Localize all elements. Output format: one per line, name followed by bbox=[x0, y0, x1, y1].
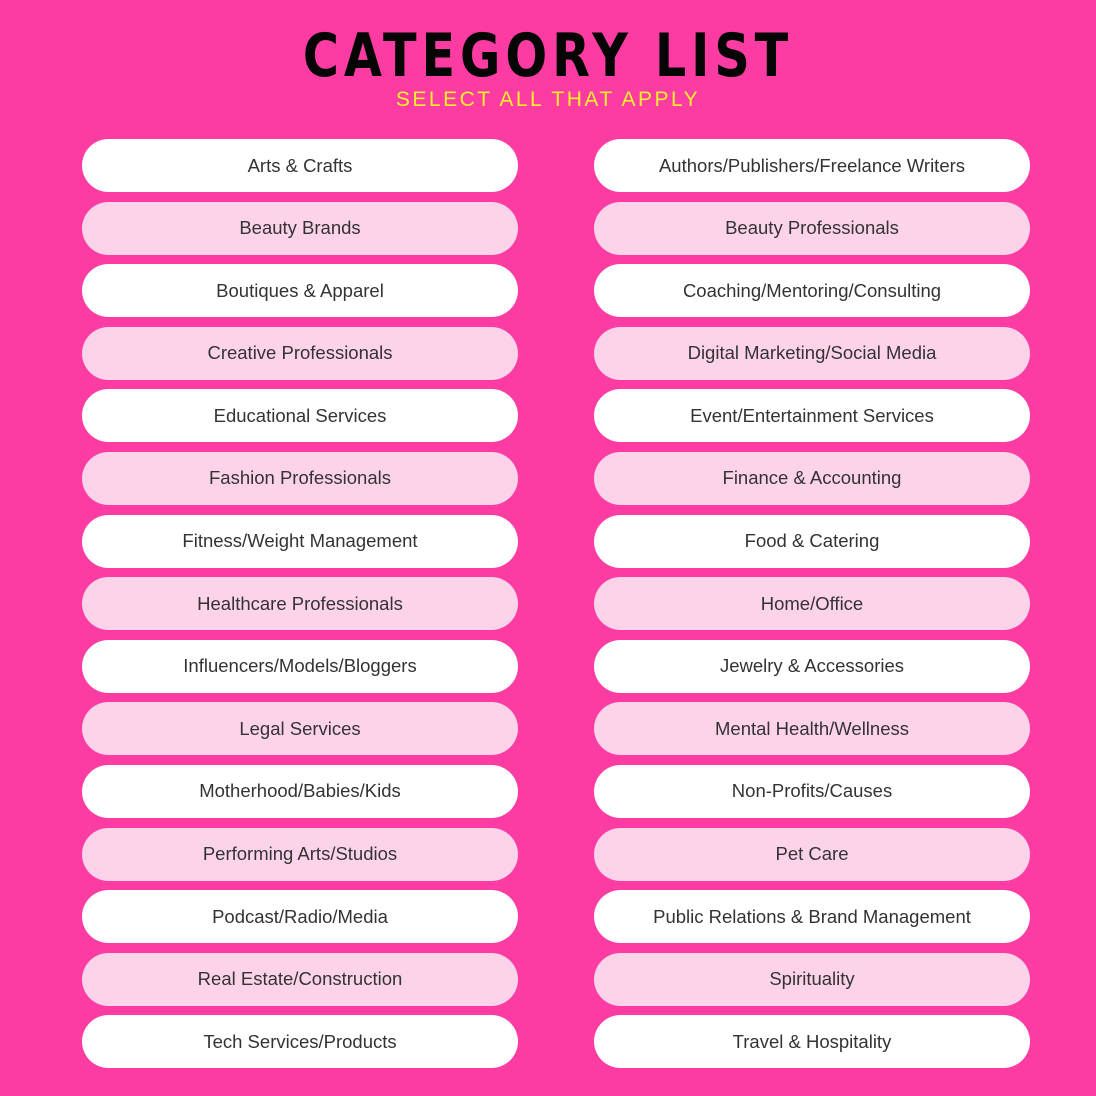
category-column-left bbox=[82, 139, 518, 1068]
category-option-home-office[interactable]: Home/Office bbox=[594, 577, 1030, 630]
category-option-creative-professionals[interactable]: Creative Professionals bbox=[82, 327, 518, 380]
category-option-podcast-radio-media[interactable]: Podcast/Radio/Media bbox=[82, 890, 518, 943]
category-option-mental-health-wellness[interactable]: Mental Health/Wellness bbox=[594, 702, 1030, 755]
category-option-fitness-weight-management[interactable]: Fitness/Weight Management bbox=[82, 515, 518, 568]
category-option-real-estate-construction[interactable]: Real Estate/Construction bbox=[82, 953, 518, 1006]
category-option-public-relations-brand-management[interactable]: Public Relations & Brand Management bbox=[594, 890, 1030, 943]
category-option-coaching-mentoring-consulting[interactable]: Coaching/Mentoring/Consulting bbox=[594, 264, 1030, 317]
category-option-food-catering[interactable]: Food & Catering bbox=[594, 515, 1030, 568]
category-option-digital-marketing-social-media[interactable]: Digital Marketing/Social Media bbox=[594, 327, 1030, 380]
category-option-beauty-brands[interactable]: Beauty Brands bbox=[82, 202, 518, 255]
category-option-motherhood-babies-kids[interactable]: Motherhood/Babies/Kids bbox=[82, 765, 518, 818]
category-option-educational-services[interactable]: Educational Services bbox=[82, 389, 518, 442]
category-option-influencers-models-bloggers[interactable]: Influencers/Models/Bloggers bbox=[82, 640, 518, 693]
category-option-boutiques-apparel[interactable]: Boutiques & Apparel bbox=[82, 264, 518, 317]
category-option-performing-arts-studios[interactable]: Performing Arts/Studios bbox=[82, 828, 518, 881]
category-option-non-profits-causes[interactable]: Non-Profits/Causes bbox=[594, 765, 1030, 818]
category-option-event-entertainment-services[interactable]: Event/Entertainment Services bbox=[594, 389, 1030, 442]
category-option-healthcare-professionals[interactable]: Healthcare Professionals bbox=[82, 577, 518, 630]
category-option-spirituality[interactable]: Spirituality bbox=[594, 953, 1030, 1006]
category-option-beauty-professionals[interactable]: Beauty Professionals bbox=[594, 202, 1030, 255]
category-option-finance-accounting[interactable]: Finance & Accounting bbox=[594, 452, 1030, 505]
category-option-authors-publishers-writers[interactable]: Authors/Publishers/Freelance Writers bbox=[594, 139, 1030, 192]
category-column-right bbox=[594, 139, 1030, 1068]
page-subtitle: SELECT ALL THAT APPLY bbox=[395, 88, 701, 111]
category-option-tech-services-products[interactable]: Tech Services/Products bbox=[82, 1015, 518, 1068]
category-option-arts-crafts[interactable]: Arts & Crafts bbox=[82, 139, 518, 192]
category-option-pet-care[interactable]: Pet Care bbox=[594, 828, 1030, 881]
category-option-legal-services[interactable]: Legal Services bbox=[82, 702, 518, 755]
category-option-travel-hospitality[interactable]: Travel & Hospitality bbox=[594, 1015, 1030, 1068]
category-option-fashion-professionals[interactable]: Fashion Professionals bbox=[82, 452, 518, 505]
page-title: CATEGORY LIST bbox=[302, 21, 794, 91]
category-option-jewelry-accessories[interactable]: Jewelry & Accessories bbox=[594, 640, 1030, 693]
